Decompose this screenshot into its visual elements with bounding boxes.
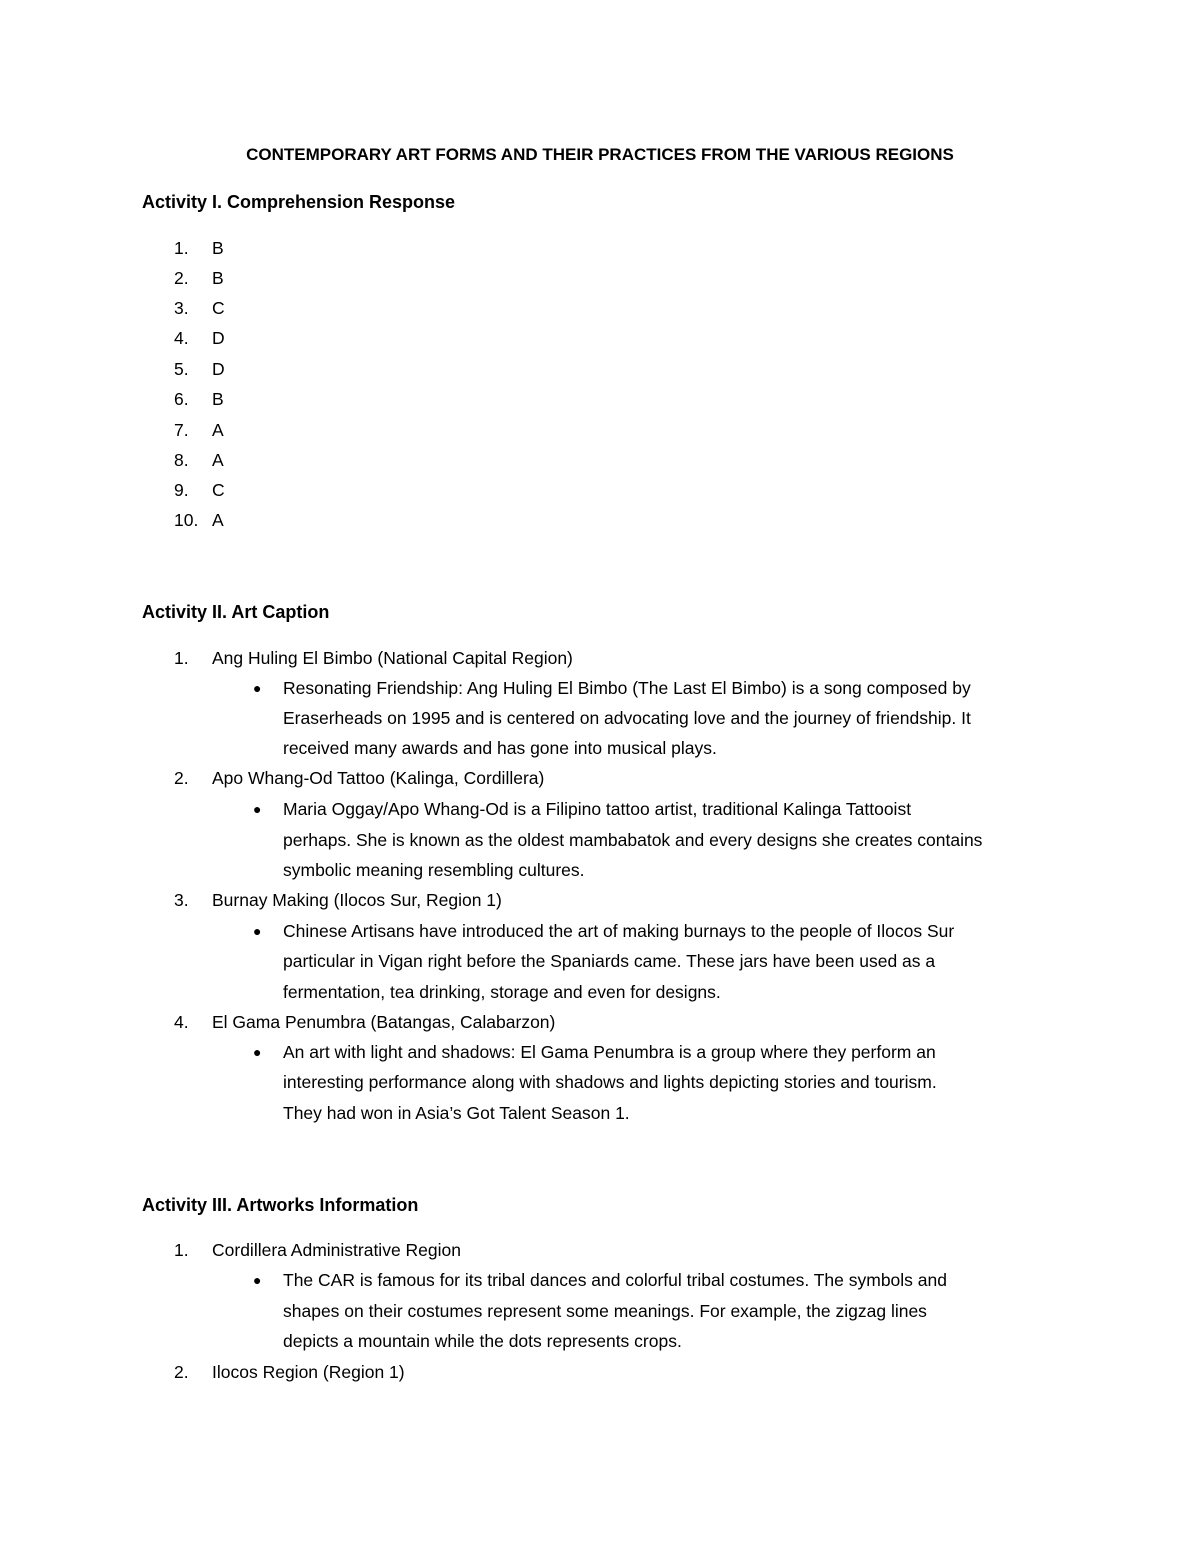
bullet-line: Eraserheads on 1995 and is centered on advocating love and the journey of friendship. It bbox=[283, 708, 971, 728]
bullet-icon: ● bbox=[253, 1272, 262, 1288]
bullet-line: Resonating Friendship: Ang Huling El Bimbo (The Last El Bimbo) is a song composed by bbox=[283, 678, 971, 698]
bullet-line: received many awards and has gone into musical plays. bbox=[283, 738, 717, 758]
bullet-line: symbolic meaning resembling cultures. bbox=[283, 860, 585, 880]
bullet-line: fermentation, tea drinking, storage and even for designs. bbox=[283, 982, 721, 1002]
bullet-line: They had won in Asia’s Got Talent Season 1. bbox=[283, 1103, 630, 1123]
item-number: 4. bbox=[174, 1012, 189, 1032]
bullet-icon: ● bbox=[253, 923, 262, 939]
answer-value: C bbox=[212, 480, 225, 500]
answer-number: 9. bbox=[174, 480, 189, 500]
document-title: CONTEMPORARY ART FORMS AND THEIR PRACTICES FROM THE VARIOUS REGIONS bbox=[246, 145, 954, 164]
answer-number: 1. bbox=[174, 238, 189, 258]
bullet-line: perhaps. She is known as the oldest mambabatok and every designs she creates contains bbox=[283, 830, 983, 850]
answer-number: 8. bbox=[174, 450, 189, 470]
bullet-line: Chinese Artisans have introduced the art of making burnays to the people of Ilocos Sur bbox=[283, 921, 955, 941]
item-title: Ilocos Region (Region 1) bbox=[212, 1362, 405, 1382]
bullet-line: interesting performance along with shadows and lights depicting stories and tourism. bbox=[283, 1072, 937, 1092]
answer-value: A bbox=[212, 420, 224, 440]
item-number: 1. bbox=[174, 1240, 189, 1260]
item-number: 2. bbox=[174, 768, 189, 788]
activity-3-heading: Activity III. Artworks Information bbox=[142, 1195, 419, 1215]
answer-value: A bbox=[212, 450, 224, 470]
bullet-line: An art with light and shadows: El Gama Penumbra is a group where they perform an bbox=[283, 1042, 936, 1062]
bullet-icon: ● bbox=[253, 680, 262, 696]
activity-2-heading: Activity II. Art Caption bbox=[142, 602, 330, 622]
bullet-line: depicts a mountain while the dots represents crops. bbox=[283, 1331, 682, 1351]
activity-1-heading: Activity I. Comprehension Response bbox=[142, 192, 456, 212]
bullet-icon: ● bbox=[253, 801, 262, 817]
bullet-line: The CAR is famous for its tribal dances and colorful tribal costumes. The symbols and bbox=[283, 1270, 947, 1290]
answer-number: 10. bbox=[174, 510, 199, 530]
item-title: El Gama Penumbra (Batangas, Calabarzon) bbox=[212, 1012, 556, 1032]
answer-value: B bbox=[212, 268, 224, 288]
bullet-icon: ● bbox=[253, 1044, 262, 1060]
item-number: 1. bbox=[174, 648, 189, 668]
item-title: Cordillera Administrative Region bbox=[212, 1240, 461, 1260]
answer-number: 5. bbox=[174, 359, 189, 379]
answer-value: A bbox=[212, 510, 224, 530]
item-title: Apo Whang-Od Tattoo (Kalinga, Cordillera) bbox=[212, 768, 545, 788]
answer-value: D bbox=[212, 328, 225, 348]
bullet-line: particular in Vigan right before the Spaniards came. These jars have been used as a bbox=[283, 951, 936, 971]
item-title: Burnay Making (Ilocos Sur, Region 1) bbox=[212, 890, 502, 910]
answer-value: B bbox=[212, 389, 224, 409]
bullet-line: Maria Oggay/Apo Whang-Od is a Filipino tattoo artist, traditional Kalinga Tattooist bbox=[283, 799, 912, 819]
answer-number: 6. bbox=[174, 389, 189, 409]
answer-number: 7. bbox=[174, 420, 189, 440]
answer-value: C bbox=[212, 298, 225, 318]
item-number: 2. bbox=[174, 1362, 189, 1382]
item-title: Ang Huling El Bimbo (National Capital Region) bbox=[212, 648, 573, 668]
answer-number: 3. bbox=[174, 298, 189, 318]
item-number: 3. bbox=[174, 890, 189, 910]
answer-value: D bbox=[212, 359, 225, 379]
answer-number: 2. bbox=[174, 268, 189, 288]
bullet-line: shapes on their costumes represent some meanings. For example, the zigzag lines bbox=[283, 1301, 927, 1321]
answer-number: 4. bbox=[174, 328, 189, 348]
answer-value: B bbox=[212, 238, 224, 258]
